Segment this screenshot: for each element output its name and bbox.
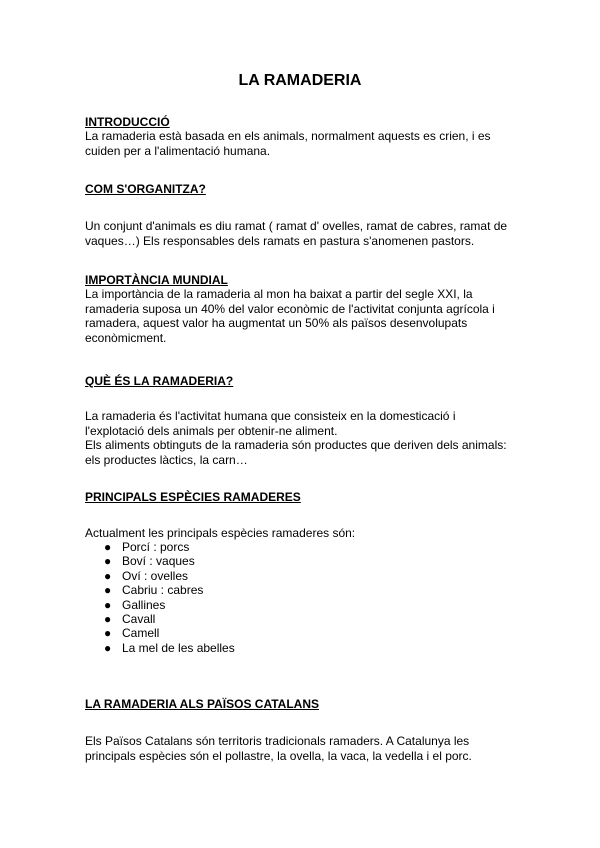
- species-list: [104, 540, 235, 655]
- bullet-icon: ●: [104, 626, 112, 641]
- paragraph-principals-especies: Actualment les principals espècies ramaderes són:: [85, 526, 356, 540]
- bullet-icon: ●: [104, 583, 112, 598]
- list-item: ● Cavall: [104, 612, 156, 627]
- paragraph-introduccio: La ramaderia està basada en els animals, normalment aquests es crien, i es cuiden per a l'alimentació humana.: [85, 129, 491, 158]
- list-item: ● Porcí : porcs: [104, 540, 190, 554]
- heading-que-es-la-ramaderia: QUÈ ÉS LA RAMADERIA?: [85, 374, 234, 388]
- paragraph-que-es-la-ramaderia: La ramaderia és l'activitat humana que consisteix en la domesticació i l'explotació dels animals per obtenir-ne aliment.: [85, 409, 456, 438]
- bullet-icon: ●: [104, 612, 112, 627]
- paragraph-importancia-mundial: La importància de la ramaderia al mon ha baixat a partir del segle XXI, la ramaderia suposa un 40% del valor econòmic de l'activitat conjunta agrícola i ramadera, aquest valor ha augmentat un 50% als països desenvolupats econòmicment.: [85, 287, 495, 345]
- page-title: LA RAMADERIA: [238, 72, 362, 89]
- heading-com-s-organitza: COM S'ORGANITZA?: [85, 182, 206, 196]
- bullet-icon: ●: [104, 554, 112, 569]
- list-item: ● Gallines: [104, 597, 166, 612]
- bullet-icon: ●: [104, 640, 112, 655]
- list-item: ● Boví : vaques: [104, 554, 195, 569]
- bullet-icon: ●: [104, 568, 112, 583]
- heading-importancia-mundial: IMPORTÀNCIA MUNDIAL: [85, 273, 228, 287]
- heading-introduccio: INTRODUCCIÓ: [85, 115, 170, 129]
- list-item: ● La mel de les abelles: [104, 640, 235, 655]
- heading-principals-especies: PRINCIPALS ESPÈCIES RAMADERES: [85, 490, 301, 504]
- paragraph-aliments: Els aliments obtinguts de la ramaderia són productes que deriven dels animals: els productes làctics, la carn…: [85, 438, 507, 467]
- heading-ramaderia-paisos-catalans: LA RAMADERIA ALS PAÏSOS CATALANS: [85, 697, 319, 711]
- bullet-icon: ●: [104, 597, 112, 612]
- paragraph-com-s-organitza: Un conjunt d'animals es diu ramat ( ramat d' ovelles, ramat de cabres, ramat de vaques…) Els responsables dels ramats en pastura s'anomenen pastors.: [85, 219, 508, 248]
- bullet-icon: ●: [104, 540, 112, 554]
- list-item: ● Camell: [104, 626, 160, 641]
- list-item: ● Oví : ovelles: [104, 568, 189, 583]
- list-item: ● Cabriu : cabres: [104, 583, 204, 598]
- paragraph-ramaderia-paisos-catalans: Els Països Catalans són territoris tradicionals ramaders. A Catalunya les principals espècies són el pollastre, la ovella, la vaca, la vedella i el porc.: [85, 734, 472, 763]
